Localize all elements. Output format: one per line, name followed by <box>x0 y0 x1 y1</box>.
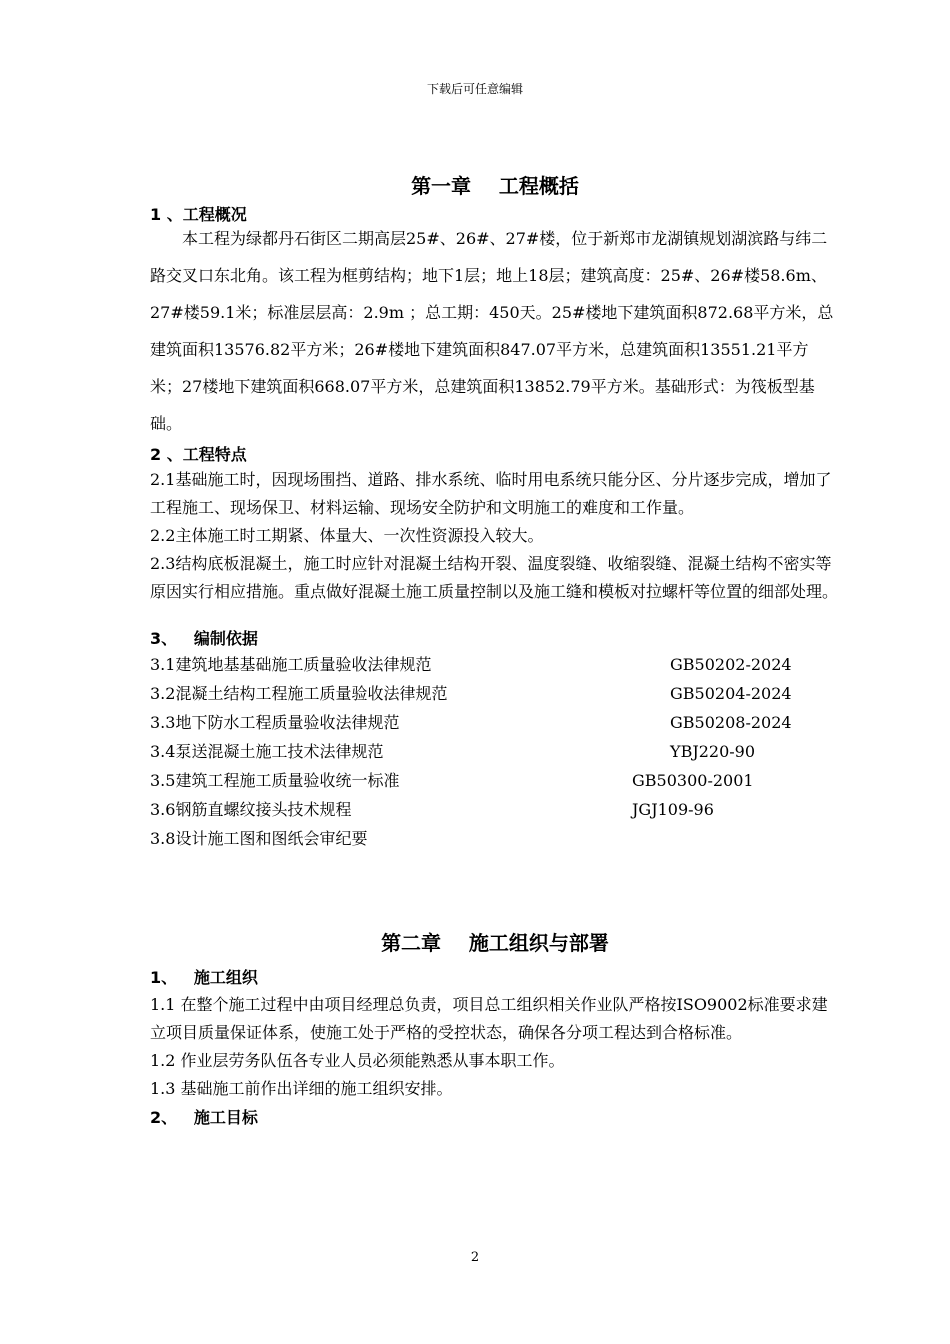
organization-item-1-2: 1.2 作业层劳务队伍各专业人员必须能熟悉从事本职工作。 <box>150 1051 565 1070</box>
organization-item-1-1: 1.1 在整个施工过程中由项目经理总负责，项目总工组织相关作业队严格按ISO9002标准要求建立项目质量保证体系，使施工处于严格的受控状态，确保各分项工程达到合格标准。 <box>150 995 828 1042</box>
reference-name: 3.6钢筋直螺纹接头技术规程 <box>150 800 352 819</box>
reference-row <box>150 766 840 795</box>
reference-code: YBJ220-90 <box>670 742 756 761</box>
section-2-title: 2 、工程特点 <box>150 445 247 464</box>
reference-name: 3.8设计施工图和图纸会审纪要 <box>150 829 368 848</box>
reference-row <box>150 824 840 853</box>
organization-item-1-3: 1.3 基础施工前作出详细的施工组织安排。 <box>150 1079 453 1098</box>
chapter2-title: 第二章 施工组织与部署 <box>381 931 609 955</box>
reference-name: 3.5建筑工程施工质量验收统一标准 <box>150 771 400 790</box>
reference-code: GB50300-2001 <box>632 771 754 790</box>
project-overview-paragraph: 本工程为绿都丹石街区二期高层25#、26#、27#楼，位于新郑市龙湖镇规划湖滨路与纬二路交叉口东北角。该工程为框剪结构；地下1层；地上18层；建筑高度：25#、26#楼58.6m、27#楼59.1米；标准层层高：2.9m ；总工期：450天。25#楼地下建筑面积872.68平方米，总建筑面积13576.82平方米；26#楼地下建筑面积847.07平方米，总建筑面积13551.21平方米；27楼地下建筑面积668.07平方米，总建筑面积13852.79平方米。基础形式：为筏板型基础。 <box>150 229 834 433</box>
reference-row <box>150 708 840 737</box>
page-number: 2 <box>470 1250 480 1265</box>
reference-name: 3.3地下防水工程质量验收法律规范 <box>150 713 400 732</box>
reference-code: GB50208-2024 <box>670 713 792 732</box>
feature-item-2-2: 2.2主体施工时工期紧、体量大、一次性资源投入较大。 <box>150 526 544 545</box>
reference-row <box>150 679 840 708</box>
reference-name: 3.2混凝土结构工程施工质量验收法律规范 <box>150 684 448 703</box>
section-1-title: 1 、工程概况 <box>150 205 247 224</box>
reference-row <box>150 650 840 679</box>
chapter2-section-2-title: 2、 施工目标 <box>150 1108 258 1127</box>
feature-item-2-1: 2.1基础施工时，因现场围挡、道路、排水系统、临时用电系统只能分区、分片逐步完成，增加了工程施工、现场保卫、材料运输、现场安全防护和文明施工的难度和工作量。 <box>150 470 832 517</box>
section-3-title: 3、 编制依据 <box>150 629 258 648</box>
reference-row <box>150 737 840 766</box>
reference-row <box>150 795 840 824</box>
reference-code: GB50202-2024 <box>670 655 792 674</box>
document-body <box>150 170 840 1129</box>
chapter2-section-1-title: 1、 施工组织 <box>150 968 258 987</box>
reference-name: 3.4泵送混凝土施工技术法律规范 <box>150 742 384 761</box>
reference-code: GB50204-2024 <box>670 684 792 703</box>
reference-code: JGJ109-96 <box>632 800 714 819</box>
page-header: 下载后可任意编辑 <box>426 82 523 96</box>
feature-item-2-3: 2.3结构底板混凝土，施工时应针对混凝土结构开裂、温度裂缝、收缩裂缝、混凝土结构不密实等原因实行相应措施。重点做好混凝土施工质量控制以及施工缝和模板对拉螺杆等位置的细部处理。 <box>150 554 839 601</box>
reference-name: 3.1建筑地基基础施工质量验收法律规范 <box>150 655 432 674</box>
chapter1-title: 第一章 工程概括 <box>411 174 579 198</box>
reference-list <box>150 650 840 853</box>
